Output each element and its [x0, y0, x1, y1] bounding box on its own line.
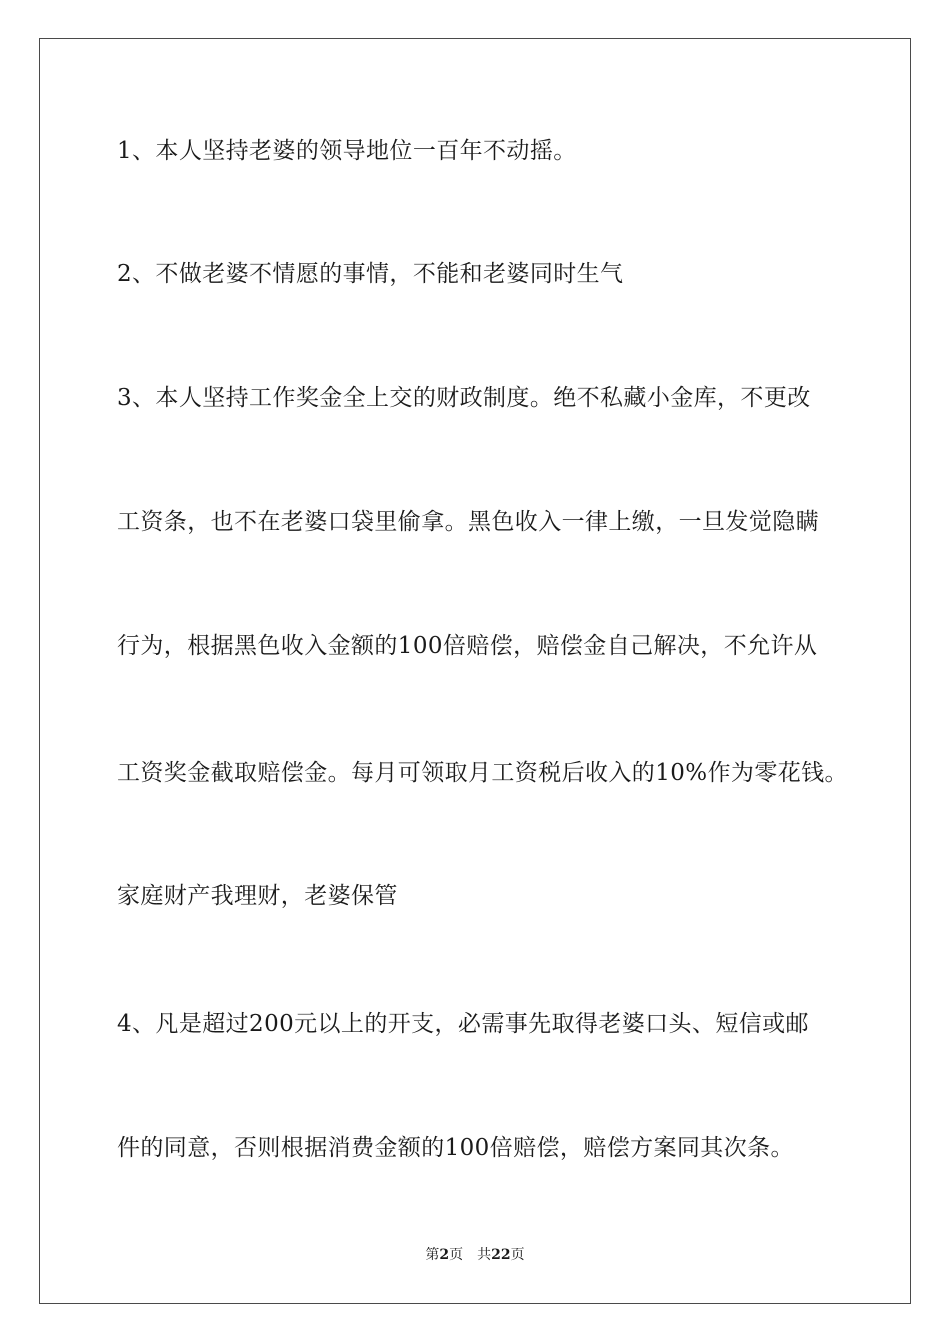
text-line-2: 2、不做老婆不情愿的事情，不能和老婆同时生气: [117, 261, 624, 287]
text-line-6: 工资奖金截取赔偿金。每月可领取月工资税后收入的10%作为零花钱。: [117, 760, 848, 786]
text-line-7: 家庭财产我理财，老婆保管: [117, 883, 398, 909]
page-prefix: 第: [425, 1247, 440, 1263]
page-suffix: 页: [449, 1247, 464, 1263]
text-line-1: 1、本人坚持老婆的领导地位一百年不动摇。: [117, 138, 577, 164]
page-border: [39, 38, 911, 1304]
total-prefix: 共: [477, 1247, 492, 1263]
page-footer: [0, 1245, 950, 1265]
total-suffix: 页: [510, 1247, 525, 1263]
total-pages: 22: [491, 1247, 511, 1263]
text-line-5: 行为，根据黑色收入金额的100倍赔偿，赔偿金自己解决，不允许从: [117, 633, 818, 659]
text-line-4: 工资条，也不在老婆口袋里偷拿。黑色收入一律上缴，一旦发觉隐瞒: [117, 509, 819, 535]
text-line-9: 件的同意，否则根据消费金额的100倍赔偿，赔偿方案同其次条。: [117, 1135, 794, 1161]
page-number: 2: [439, 1247, 450, 1263]
text-line-8: 4、凡是超过200元以上的开支，必需事先取得老婆口头、短信或邮: [117, 1011, 809, 1037]
text-line-3: 3、本人坚持工作奖金全上交的财政制度。绝不私藏小金库，不更改: [117, 385, 811, 411]
